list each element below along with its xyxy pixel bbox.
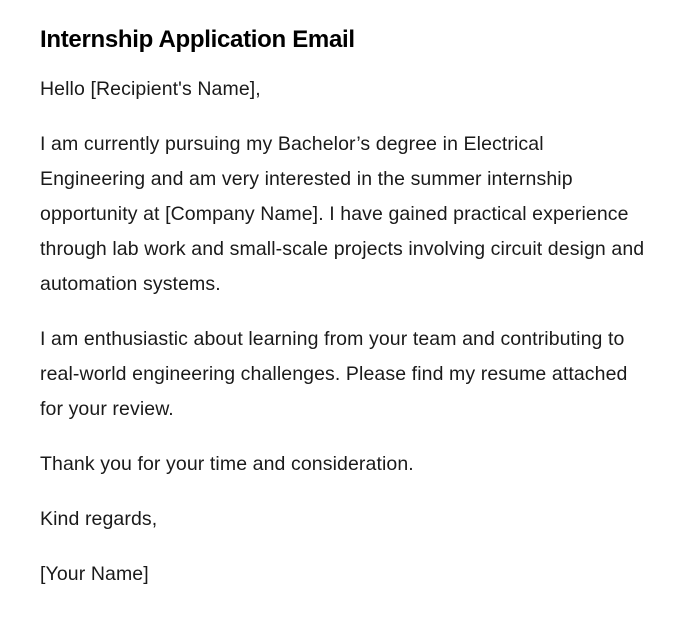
greeting: Hello [Recipient's Name], bbox=[40, 78, 261, 100]
body-paragraph-thanks: Thank you for your time and consideration. bbox=[40, 453, 414, 475]
email-document bbox=[40, 22, 650, 612]
closing: Kind regards, bbox=[40, 508, 158, 530]
document-title: Internship Application Email bbox=[40, 26, 355, 53]
signature: [Your Name] bbox=[40, 563, 149, 585]
body-paragraph-intro: I am currently pursuing my Bachelor’s degree in Electrical Engineering and am very interested in the summer internship opportunity at [Company Name]. I have gained practical experience through lab work and small-scale projects involving circuit design and automation systems. bbox=[40, 133, 645, 295]
body-paragraph-enthusiasm: I am enthusiastic about learning from your team and contributing to real-world engineering challenges. Please find my resume attached for your review. bbox=[40, 328, 628, 420]
